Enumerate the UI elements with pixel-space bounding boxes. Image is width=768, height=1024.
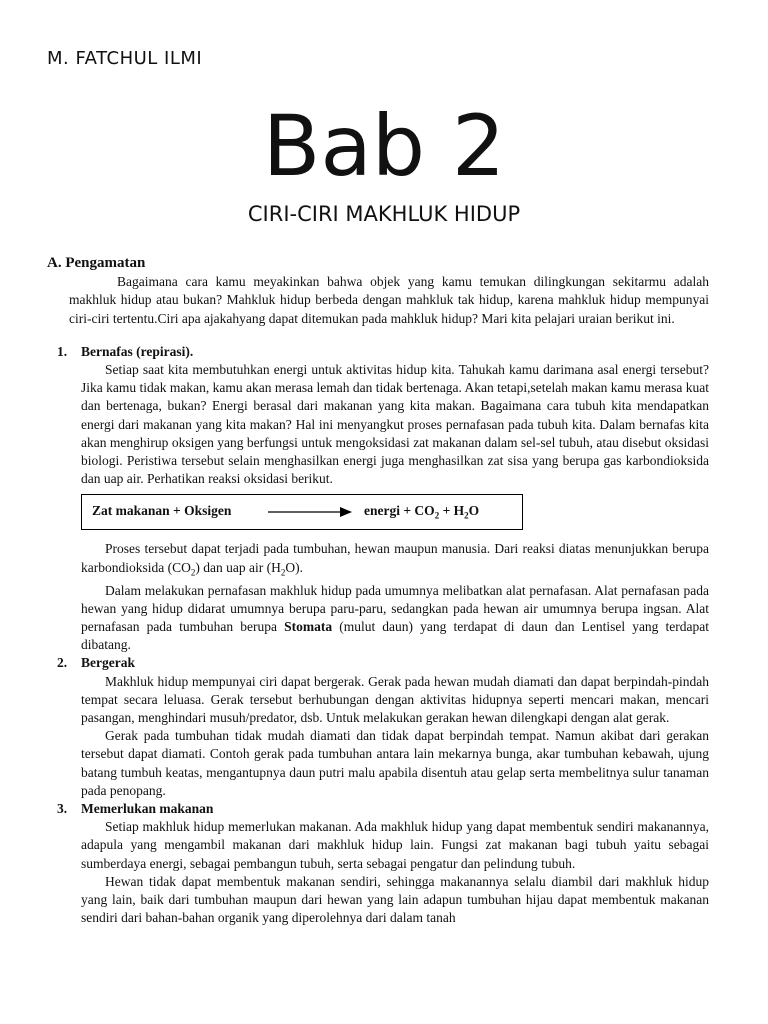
list-item-bernafas (47, 343, 709, 655)
item-paragraph: Setiap makhluk hidup memerlukan makanan. Ada makhluk hidup yang dapat membentuk sendiri makanannya, adapula yang mengambil makanan dari makhluk hidup lain. Fungsi zat makanan bagi tubuh yaitu sebagai sumberdaya energi, sebagai pembangun tubuh, serta sebagai pengatur dan pelindung tubuh. (81, 819, 709, 871)
author-name: M. FATCHUL ILMI (47, 48, 203, 69)
reaction-box (81, 494, 523, 530)
item-title-text: Bernafas (repirasi). (81, 343, 194, 359)
item-paragraph: Gerak pada tumbuhan tidak mudah diamati dan tidak dapat berpindah tempat. Namun akibat dari gerakan tersebut dapat diamati. Contoh gerak pada tumbuhan antara lain mekarnya bunga, akar tumbuhan kebawah, ujung batang tumbuh keatas, mengantupnya daun putri malu apabila disentuh atau gelap serta membelitnya sulur tanaman pada penopang. (81, 728, 709, 798)
list-item-bergerak (47, 654, 709, 800)
list-item-memerlukan-makanan (47, 800, 709, 927)
item-title (47, 654, 709, 672)
item-title (47, 800, 709, 818)
document-body (47, 254, 709, 927)
item-paragraph: Dalam melakukan pernafasan makhluk hidup pada umumnya melibatkan alat pernafasan. Alat pernafasan pada hewan yang hidup didarat umumnya berupa paru-paru, sedangkan pada hewan air umumnya berupa ingsan. Alat pernafasan pada tumbuhan berupa Stomata (mulut daun) yang terdapat di daun dan Lentisel yang terdapat dibatang. (81, 582, 710, 653)
item-number: 2. (57, 655, 68, 671)
item-paragraph: Hewan tidak dapat membentuk makanan sendiri, sehingga makanannya selalu diambil dari makhluk hidup yang lain, baik dari tumbuhan maupun dari hewan yang lain adapun tumbuhan hijau dapat membentuk makanan sendiri dari bahan-bahan organik yang diperolehnya dari dalam tanah (81, 873, 709, 926)
item-title (47, 343, 709, 361)
stomata-term: Stomata (284, 618, 333, 634)
item-paragraph: Setiap saat kita membutuhkan energi untuk aktivitas hidup kita. Tahukah kamu darimana asal energi tersebut? Jika kamu tidak makan, kamu akan merasa lemah dan tidak bertenaga. Akan tetapi,setelah makan kamu merasa kuat dan bertenaga, bukan? Energi berasal dari makanan yang kita makan. Bagaimana cara tubuh kita mendapatkan energi dari makanan yang kita makan? Hal ini menyangkut proses pernafasan pada tubuh kita. Dalam bernafas kita akan menghirup oksigen yang berfungsi untuk mengoksidasi zat makanan dalam sel-sel tubuh, atau disebut oksidasi biologi. Peristiwa tersebut selain menghasilkan energi juga menghasilkan zat sisa yang berupa gas karbondioksida dan uap air. Perhatikan reaksi oksidasi berikut. (81, 362, 709, 487)
item-paragraph: Proses tersebut dapat terjadi pada tumbuhan, hewan maupun manusia. Dari reaksi diatas menunjukkan berupa karbondioksida $(CO_2)$ dan uap air $(H_2O)$. (81, 541, 709, 578)
arrow-right-icon (268, 505, 352, 519)
item-title-text: Memerlukan makanan (81, 800, 214, 816)
chapter-title: CIRI-CIRI MAKHLUK HIDUP (247, 202, 521, 226)
item-title-text: Bergerak (81, 655, 135, 671)
reaction-reactants: Zat makanan + Oksigen (92, 503, 232, 519)
item-number: 1. (57, 343, 68, 359)
intro-paragraph: Bagaimana cara kamu meyakinkan bahwa objek yang kamu temukan dilingkungan sekitarmu adalah makhluk hidup atau bukan? Mahkluk hidup berbeda dengan mahkluk tak hidup, karena mahkluk hidup mempunyai ciri-ciri tertentu.Ciri apa ajakahyang dapat ditemukan pada mahkluk hidup? Mari kita pelajari uraian berikut ini. (69, 274, 709, 326)
item-paragraph: Makhluk hidup mempunyai ciri dapat bergerak. Gerak pada hewan mudah diamati dan dapat berpindah-pindah tempat secara leluasa. Gerak tersebut berhubungan dengan aktivitas hidupnya seperti mencari makan, mencari pasangan, menghindari musuh/predator, dsb. Untuk melakukan gerakan hewan dilengkapi dengan alat gerak. (81, 673, 709, 725)
chapter-number: Bab 2 (262, 97, 506, 195)
reaction-products: energi + $CO_2 + H_2O$ (364, 503, 480, 522)
item-number: 3. (57, 800, 68, 816)
section-heading: A. Pengamatan (47, 255, 146, 271)
